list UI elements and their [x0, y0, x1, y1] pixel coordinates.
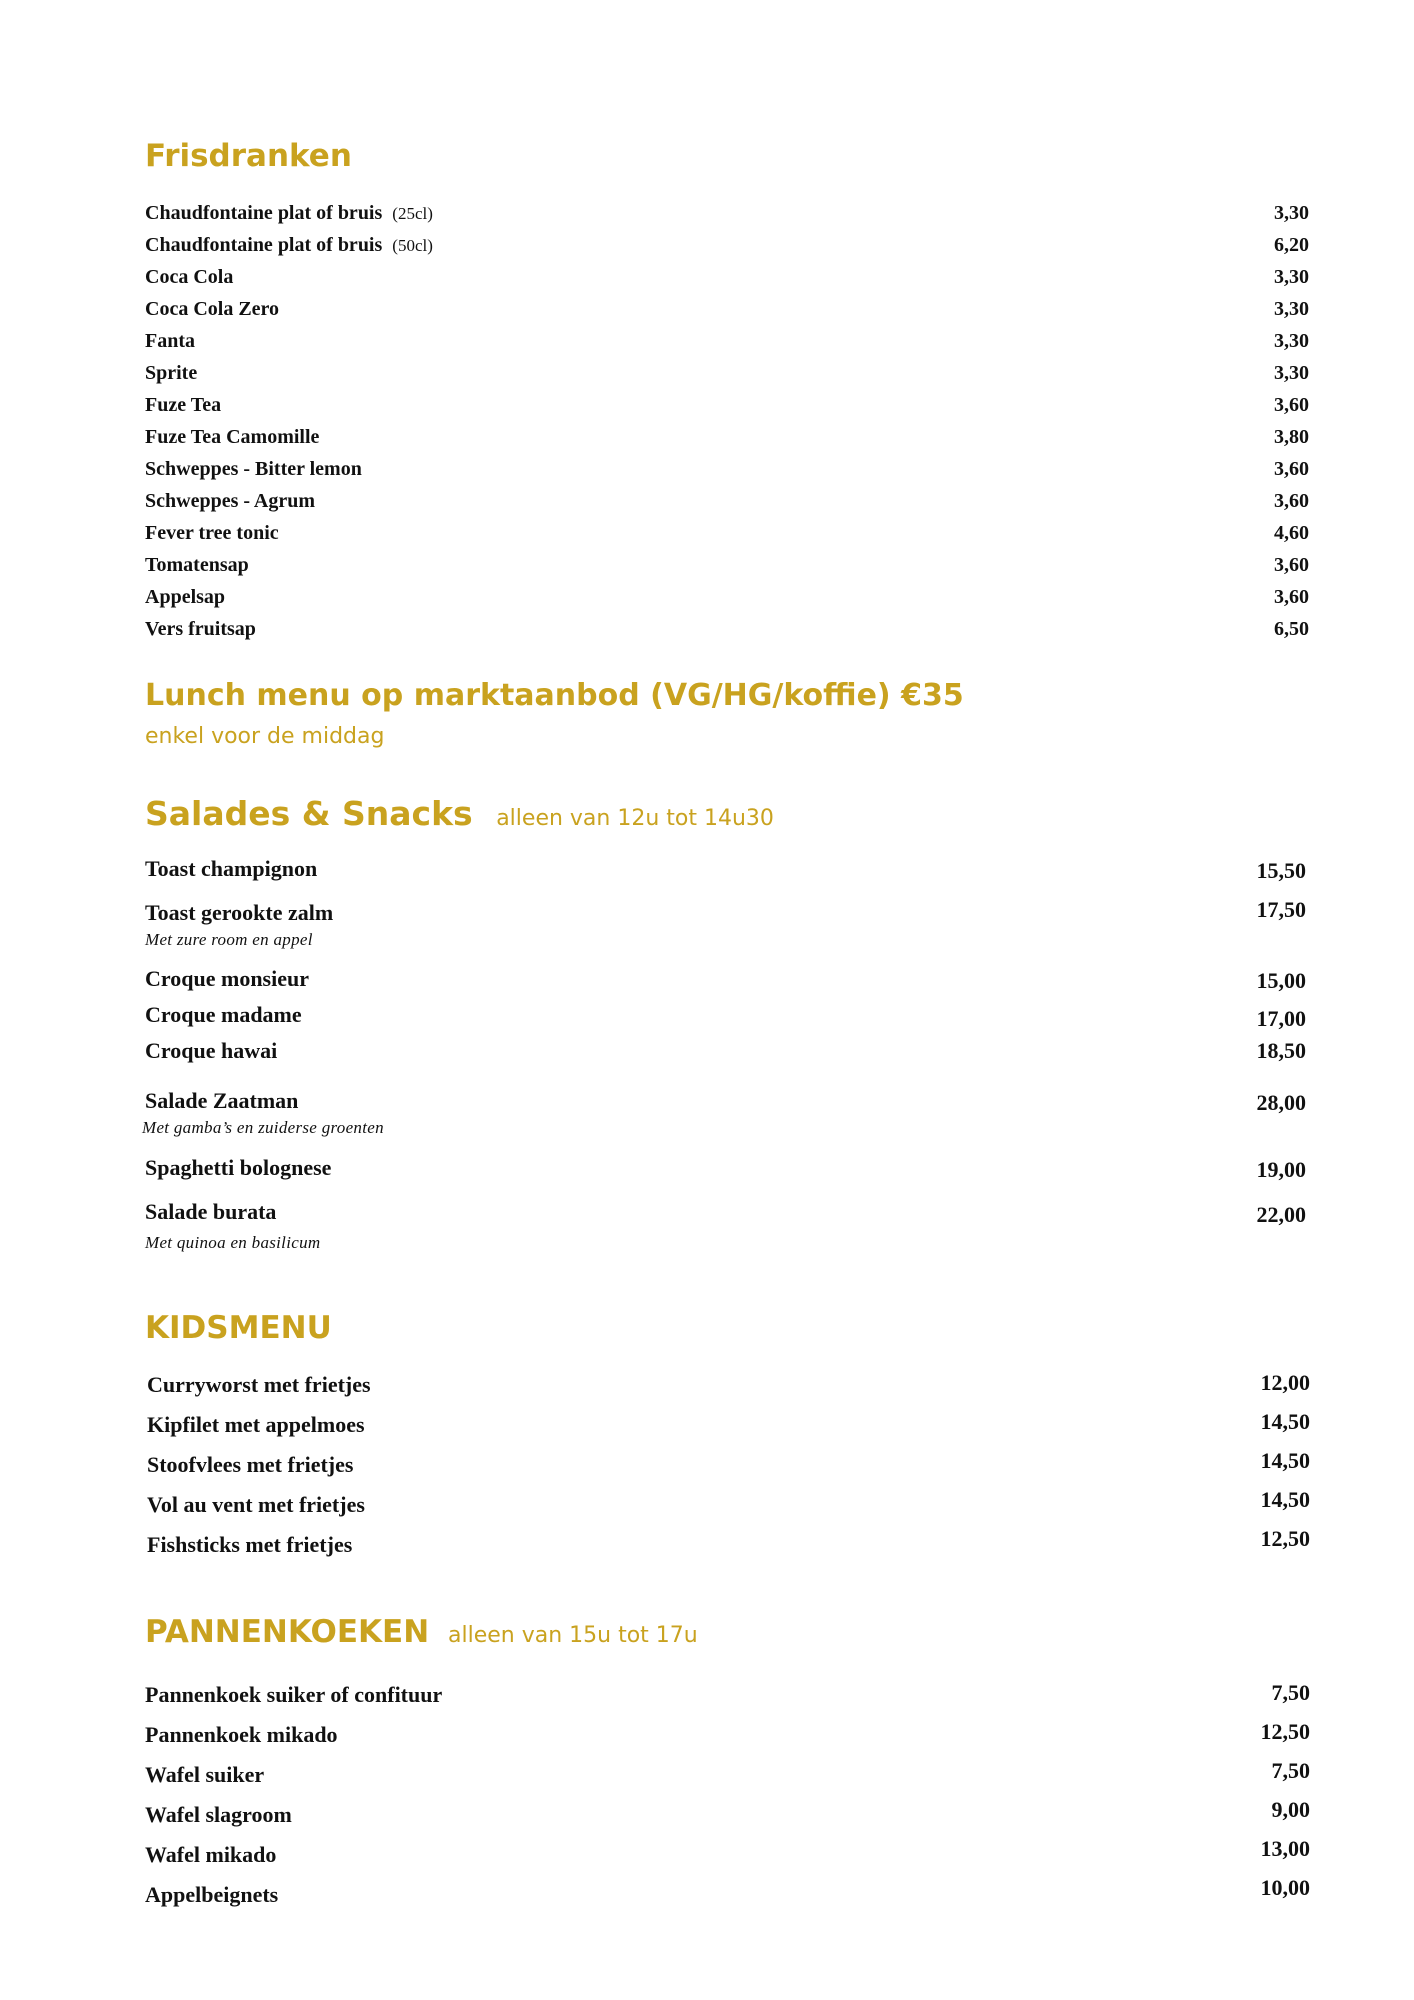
item-name: Tomatensap	[145, 554, 249, 576]
item-price: 7,50	[1271, 1680, 1310, 1705]
item-name: Salade Zaatman	[145, 1088, 299, 1113]
menu-item	[145, 266, 1414, 298]
item-price: 14,50	[1260, 1409, 1310, 1434]
item-name: Chaudfontaine plat of bruis	[145, 234, 383, 256]
menu-item	[145, 856, 1414, 888]
item-price: 12,00	[1260, 1370, 1310, 1395]
item-name: Pannenkoek suiker of confituur	[145, 1682, 443, 1707]
item-price: 3,80	[1274, 426, 1309, 448]
item-price: 15,50	[1256, 858, 1306, 883]
item-volume: (25cl)	[392, 204, 433, 223]
menu-item	[147, 1487, 1414, 1524]
pannenkoeken-note: alleen van 15u tot 17u	[447, 1623, 698, 1648]
item-price: 14,50	[1260, 1487, 1310, 1512]
item-price: 3,30	[1274, 266, 1309, 288]
item-name: Coca Cola Zero	[145, 298, 280, 320]
item-price: 3,60	[1274, 554, 1309, 576]
item-price: 3,30	[1274, 362, 1309, 384]
menu-item	[145, 490, 1414, 522]
item-price: 13,00	[1260, 1836, 1310, 1861]
menu-item	[145, 1199, 1414, 1231]
lunch-subtitle: enkel voor de middag	[145, 724, 385, 749]
menu-item	[145, 298, 1414, 330]
item-price: 4,60	[1274, 522, 1309, 544]
item-price: 12,50	[1260, 1526, 1310, 1551]
menu-item	[145, 618, 1414, 650]
item-price: 7,50	[1271, 1758, 1310, 1783]
item-price: 3,30	[1274, 330, 1309, 352]
salades-title: Salades & Snacks	[145, 794, 473, 833]
item-name: Fanta	[145, 330, 195, 352]
menu-item	[145, 394, 1414, 426]
menu-item	[145, 426, 1414, 458]
menu-item	[145, 1719, 1414, 1754]
item-name: Appelbeignets	[145, 1882, 279, 1907]
menu-item	[147, 1448, 1414, 1484]
item-description: Met quinoa en basilicum	[145, 1233, 321, 1252]
item-name: Curryworst met frietjes	[147, 1372, 371, 1397]
menu-item	[145, 522, 1414, 554]
menu-item	[145, 1758, 1414, 1794]
menu-item	[145, 330, 1414, 362]
lunch-heading: Lunch menu op marktaanbod (VG/HG/koffie) €35	[145, 678, 964, 713]
menu-item	[145, 1875, 1414, 1914]
menu-item	[145, 362, 1414, 394]
item-price: 14,50	[1260, 1448, 1310, 1473]
item-name: Fever tree tonic	[145, 522, 279, 544]
item-name: Toast champignon	[145, 856, 318, 881]
item-name: Wafel mikado	[145, 1842, 277, 1867]
item-name: Fuze Tea Camomille	[145, 426, 320, 448]
item-price: 17,50	[1256, 897, 1306, 922]
item-price: 3,60	[1274, 586, 1309, 608]
item-name: Schweppes - Agrum	[145, 490, 316, 512]
item-price: 3,60	[1274, 490, 1309, 512]
item-price: 3,60	[1274, 458, 1309, 480]
salades-heading	[145, 794, 774, 833]
item-volume: (50cl)	[392, 236, 433, 255]
item-name: Croque monsieur	[145, 966, 309, 991]
item-name: Schweppes - Bitter lemon	[145, 458, 362, 480]
item-price: 10,00	[1260, 1875, 1310, 1900]
item-name: Vers fruitsap	[145, 618, 256, 640]
item-price: 6,50	[1274, 618, 1309, 640]
menu-item	[145, 202, 1414, 234]
item-name: Coca Cola	[145, 266, 234, 288]
menu-item	[145, 458, 1414, 490]
item-price: 19,00	[1256, 1157, 1306, 1182]
item-price: 12,50	[1260, 1719, 1310, 1744]
item-price: 18,50	[1256, 1038, 1306, 1063]
item-name: Wafel slagroom	[145, 1802, 292, 1827]
frisdranken-heading: Frisdranken	[145, 138, 352, 174]
menu-item	[147, 1372, 1414, 1404]
menu-item	[145, 586, 1414, 618]
menu-item	[145, 897, 1414, 932]
item-description: Met zure room en appel	[145, 930, 313, 949]
item-name: Chaudfontaine plat of bruis	[145, 202, 383, 224]
item-name: Sprite	[145, 362, 198, 384]
pannenkoeken-heading	[145, 1614, 698, 1650]
item-description: Met gamba’s en zuiderse groenten	[142, 1118, 384, 1137]
item-price: 15,00	[1256, 968, 1306, 993]
item-name: Fuze Tea	[145, 394, 222, 416]
item-name: Kipfilet met appelmoes	[147, 1412, 365, 1437]
item-name: Toast gerookte zalm	[145, 900, 334, 925]
item-price: 22,00	[1256, 1202, 1306, 1227]
menu-item	[145, 1797, 1414, 1834]
item-name: Pannenkoek mikado	[145, 1722, 338, 1747]
item-name: Salade burata	[145, 1199, 277, 1224]
menu-item	[145, 1038, 1414, 1070]
item-price: 17,00	[1256, 1006, 1306, 1031]
menu-item	[145, 1836, 1414, 1874]
item-name: Vol au vent met frietjes	[147, 1492, 365, 1517]
menu-item	[145, 234, 1414, 266]
item-name: Wafel suiker	[145, 1762, 265, 1787]
item-price: 28,00	[1256, 1090, 1306, 1115]
item-name: Appelsap	[145, 586, 226, 608]
pannenkoeken-title: PANNENKOEKEN	[145, 1614, 430, 1650]
menu-item	[145, 1088, 1414, 1120]
menu-item	[145, 554, 1414, 586]
menu-item	[147, 1409, 1414, 1444]
item-price: 9,00	[1271, 1797, 1310, 1822]
menu-item	[145, 1155, 1414, 1187]
item-name: Spaghetti bolognese	[145, 1155, 332, 1180]
item-name: Stoofvlees met frietjes	[147, 1452, 354, 1477]
item-price: 6,20	[1274, 234, 1309, 256]
item-name: Croque madame	[145, 1002, 302, 1027]
menu-item	[145, 966, 1414, 998]
item-name: Fishsticks met frietjes	[147, 1532, 353, 1557]
menu-item	[147, 1526, 1414, 1564]
menu-item	[145, 1002, 1414, 1034]
kidsmenu-heading: KIDSMENU	[145, 1310, 332, 1346]
item-price: 3,30	[1274, 202, 1309, 224]
salades-note: alleen van 12u tot 14u30	[496, 806, 774, 831]
menu-item	[145, 1682, 1414, 1714]
item-price: 3,60	[1274, 394, 1309, 416]
item-name: Croque hawai	[145, 1038, 278, 1063]
item-price: 3,30	[1274, 298, 1309, 320]
